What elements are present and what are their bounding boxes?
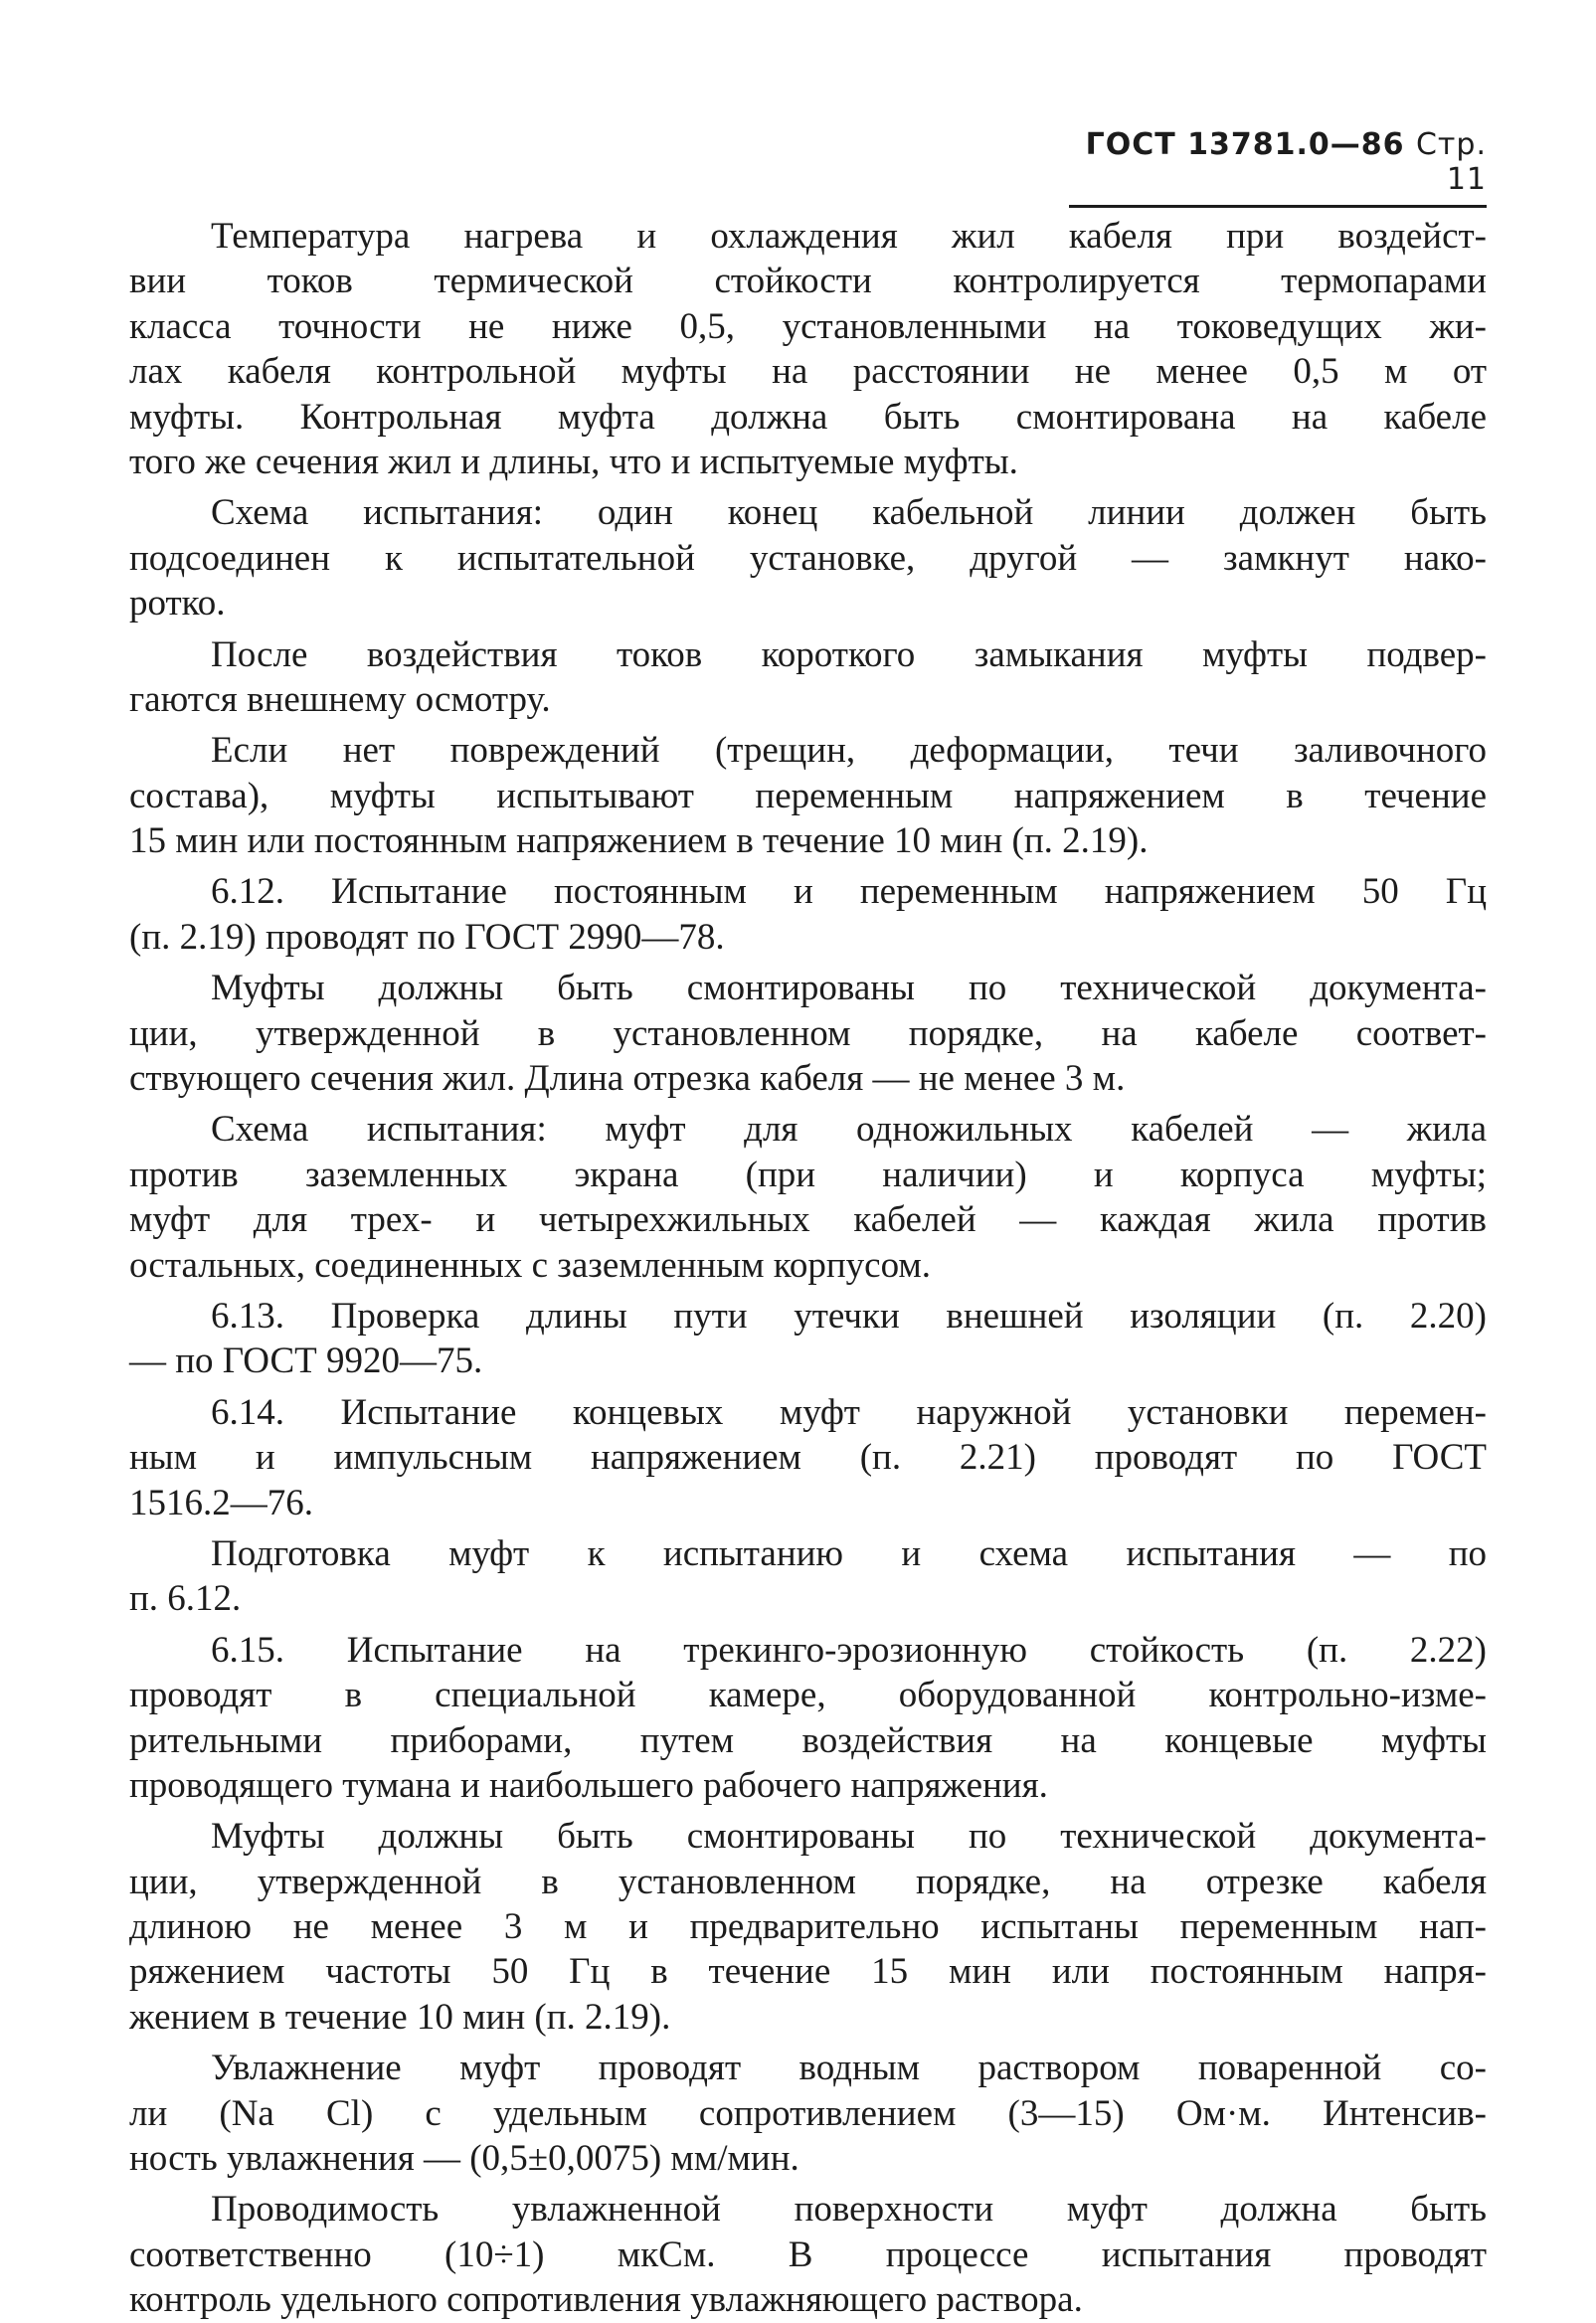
paragraph: [129, 1814, 1487, 2040]
text-line: 6.12. Испытание постоянным и переменным напряжением 50 Гц: [211, 871, 1487, 913]
text-line: п. 6.12.: [129, 1578, 242, 1620]
text-line: (п. 2.19) проводят по ГОСТ 2990—78.: [129, 916, 725, 958]
text-line: класса точности не ниже 0,5, установленными на токоведущих жи-: [129, 305, 1487, 347]
text-line: ность увлажнения — (0,5±0,0075) мм/мин.: [129, 2138, 799, 2180]
page-header: [1069, 127, 1487, 208]
text-line: Проводимость увлажненной поверхности муфт должна быть: [211, 2189, 1487, 2231]
page-number: Стр. 11: [1415, 127, 1487, 197]
text-line: вии токов термической стойкости контролируется термопарами: [129, 261, 1487, 302]
text-line: ции, утвержденной в установленном порядке, на кабеле соответ-: [129, 1012, 1487, 1054]
paragraph: [129, 2046, 1487, 2181]
text-line: проводящего тумана и наибольшего рабочего напряжения.: [129, 1764, 1048, 1806]
text-line: Увлажнение муфт проводят водным раствором поваренной со-: [211, 2048, 1487, 2089]
paragraph: [129, 632, 1487, 723]
text-line: Схема испытания: один конец кабельной линии должен быть: [211, 492, 1487, 534]
text-line: контроль удельного сопротивления увлажняющего раствора.: [129, 2279, 1083, 2321]
paragraph: [129, 490, 1487, 625]
text-line: против заземленных экрана (при наличии) и корпуса муфты;: [129, 1154, 1487, 1195]
text-line: 6.15. Испытание на трекинго-эрозионную стойкость (п. 2.22): [211, 1629, 1487, 1671]
text-line: состава), муфты испытывают переменным напряжением в течение: [129, 775, 1487, 816]
text-line: ротко.: [129, 583, 226, 625]
text-line: 1516.2—76.: [129, 1482, 313, 1523]
document-body: [129, 214, 1487, 2323]
text-line: ряжением частоты 50 Гц в течение 15 мин или постоянным напря-: [129, 1951, 1487, 1993]
text-line: Подготовка муфт к испытанию и схема испытания — по: [211, 1532, 1487, 1574]
text-line: соответственно (10÷1) мкСм. В процессе испытания проводят: [129, 2234, 1487, 2275]
text-line: подсоединен к испытательной установке, другой — замкнут нако-: [129, 537, 1487, 579]
text-line: остальных, соединенных с заземленным корпусом.: [129, 1244, 932, 1286]
text-line: ным и импульсным напряжением (п. 2.21) проводят по ГОСТ: [129, 1437, 1487, 1479]
paragraph: [129, 1628, 1487, 1809]
text-line: 15 мин или постоянным напряжением в течение 10 мин (п. 2.19).: [129, 820, 1149, 862]
text-line: Температура нагрева и охлаждения жил кабеля при воздейст-: [211, 216, 1487, 257]
paragraph: [129, 1107, 1487, 1288]
paragraph: [129, 2187, 1487, 2322]
text-line: проводят в специальной камере, оборудованной контрольно-изме-: [129, 1675, 1487, 1716]
text-line: Схема испытания: муфт для одножильных кабелей — жила: [211, 1109, 1487, 1151]
standard-number: ГОСТ 13781.0—86: [1085, 127, 1405, 162]
text-line: того же сечения жил и длины, что и испытуемые муфты.: [129, 441, 1018, 482]
paragraph: [129, 869, 1487, 960]
paragraph: [129, 1390, 1487, 1525]
text-line: жением в течение 10 мин (п. 2.19).: [129, 1996, 671, 2038]
text-line: рительными приборами, путем воздействия на концевые муфты: [129, 1719, 1487, 1761]
text-line: гаются внешнему осмотру.: [129, 678, 551, 720]
text-line: ции, утвержденной в установленном порядке, на отрезке кабеля: [129, 1861, 1487, 1902]
text-line: Если нет повреждений (трещин, деформации, течи заливочного: [211, 730, 1487, 772]
text-line: длиною не менее 3 м и предварительно испытаны переменным нап-: [129, 1906, 1487, 1948]
paragraph: [129, 966, 1487, 1101]
text-line: После воздействия токов короткого замыкания муфты подвер-: [211, 633, 1487, 675]
text-line: муфты. Контрольная муфта должна быть смонтирована на кабеле: [129, 396, 1487, 438]
paragraph: [129, 728, 1487, 863]
text-line: Муфты должны быть смонтированы по технической документа-: [211, 1816, 1487, 1858]
paragraph: [129, 1531, 1487, 1622]
text-line: — по ГОСТ 9920—75.: [129, 1340, 483, 1382]
text-line: 6.13. Проверка длины пути утечки внешней изоляции (п. 2.20): [211, 1295, 1487, 1337]
text-line: лах кабеля контрольной муфты на расстоянии не менее 0,5 м от: [129, 351, 1487, 393]
text-line: ли (Na Cl) с удельным сопротивлением (3—15) Ом·м. Интенсив-: [129, 2092, 1487, 2134]
paragraph: [129, 1294, 1487, 1384]
text-line: муфт для трех- и четырехжильных кабелей — каждая жила против: [129, 1199, 1487, 1241]
text-line: ствующего сечения жил. Длина отрезка кабеля — не менее 3 м.: [129, 1058, 1126, 1100]
text-line: 6.14. Испытание концевых муфт наружной установки перемен-: [211, 1391, 1487, 1433]
text-line: Муфты должны быть смонтированы по технической документа-: [211, 968, 1487, 1009]
paragraph: [129, 214, 1487, 484]
